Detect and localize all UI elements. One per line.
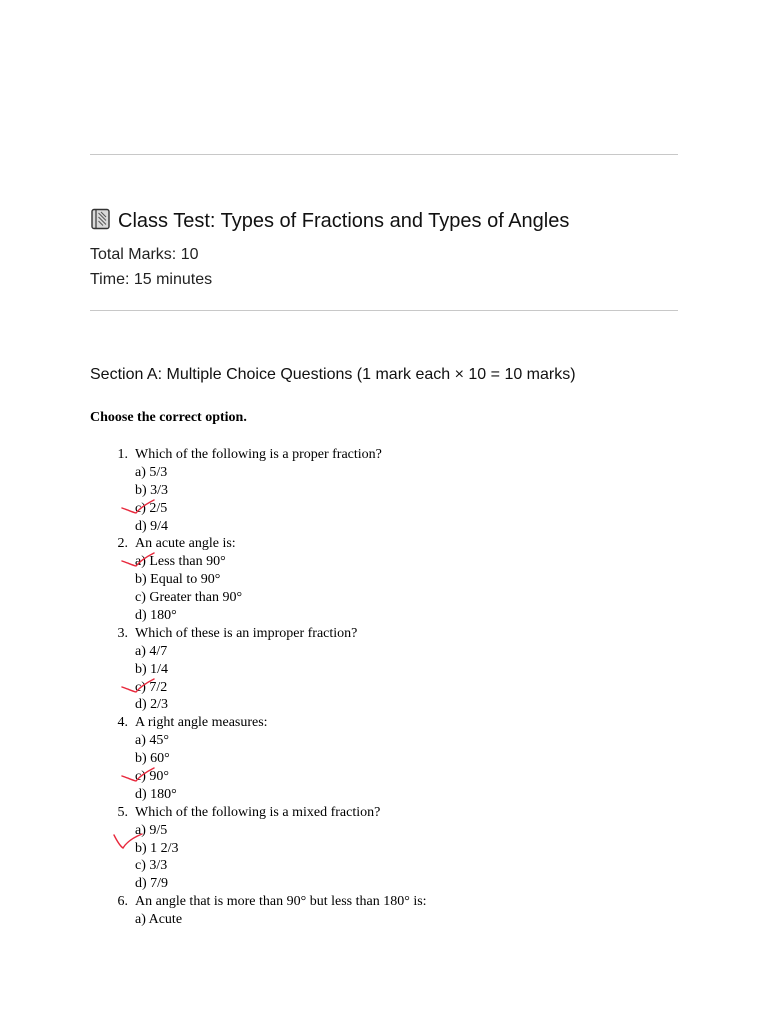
option-text: d) 2/3: [135, 697, 169, 713]
question-number: 4.: [117, 715, 128, 731]
option-text: c) Greater than 90°: [135, 590, 243, 606]
question-list: [0, 446, 768, 929]
question-text: Which of the following is a proper fraction?: [135, 447, 382, 462]
question-text: An acute angle is:: [135, 536, 236, 552]
option-text: b) Equal to 90°: [135, 572, 221, 588]
option-text: c) 2/5: [135, 500, 168, 516]
option-text: a) 4/7: [135, 643, 168, 659]
question-number: 1.: [117, 447, 128, 462]
option-item: [0, 750, 768, 768]
option-text: b) 3/3: [135, 482, 169, 498]
divider-bottom: [90, 310, 678, 311]
option-item: [0, 696, 768, 714]
option-text: d) 180°: [135, 608, 177, 624]
option-item: [0, 500, 768, 518]
option-item: [0, 768, 768, 786]
option-text: d) 9/4: [135, 518, 169, 534]
option-text: c) 3/3: [135, 858, 168, 874]
option-text: c) 90°: [135, 769, 169, 785]
question-item: [0, 625, 768, 643]
option-item: [0, 571, 768, 589]
option-text: b) 1 2/3: [135, 840, 179, 856]
option-item: [0, 643, 768, 661]
question-item: [0, 714, 768, 732]
option-text: b) 1/4: [135, 661, 169, 677]
question-item: [0, 804, 768, 822]
option-item: [0, 875, 768, 893]
question-number: 3.: [117, 625, 128, 641]
question-text: Which of these is an improper fraction?: [135, 625, 358, 641]
option-text: d) 180°: [135, 786, 177, 802]
notebook-icon: [90, 208, 112, 235]
divider-top: [90, 154, 678, 155]
option-text: a) 9/5: [135, 822, 168, 838]
question-text: An angle that is more than 90° but less than 180° is:: [135, 894, 427, 910]
option-item: [0, 518, 768, 536]
question-item: [0, 446, 768, 464]
question-text: A right angle measures:: [135, 715, 268, 731]
option-text: a) 5/3: [135, 464, 168, 480]
option-item: [0, 732, 768, 750]
question-number: 2.: [117, 536, 128, 552]
option-item: [0, 661, 768, 679]
option-item: [0, 589, 768, 607]
total-marks: Total Marks: 10: [90, 246, 199, 263]
option-item: [0, 553, 768, 571]
option-item: [0, 607, 768, 625]
instruction-text: Choose the correct option.: [90, 410, 247, 425]
section-heading: Section A: Multiple Choice Questions (1 mark each × 10 = 10 marks): [90, 366, 576, 383]
option-text: a) Less than 90°: [135, 554, 226, 570]
page-title: Class Test: Types of Fractions and Types of Angles: [118, 210, 570, 232]
question-number: 6.: [117, 894, 128, 910]
option-item: [0, 822, 768, 840]
question-number: 5.: [117, 804, 128, 820]
option-item: [0, 464, 768, 482]
option-text: d) 7/9: [135, 876, 169, 892]
option-item: [0, 857, 768, 875]
question-item: [0, 893, 768, 911]
time-limit: Time: 15 minutes: [90, 271, 213, 288]
question-text: Which of the following is a mixed fraction?: [135, 804, 381, 820]
option-item: [0, 840, 768, 858]
test-title-row: [90, 208, 569, 235]
option-item: [0, 786, 768, 804]
option-text: b) 60°: [135, 751, 170, 767]
option-item: [0, 679, 768, 697]
option-item: [0, 482, 768, 500]
question-item: [0, 535, 768, 553]
option-text: a) Acute: [135, 912, 183, 928]
option-text: a) 45°: [135, 733, 169, 749]
option-text: c) 7/2: [135, 679, 168, 695]
option-item: [0, 911, 768, 929]
